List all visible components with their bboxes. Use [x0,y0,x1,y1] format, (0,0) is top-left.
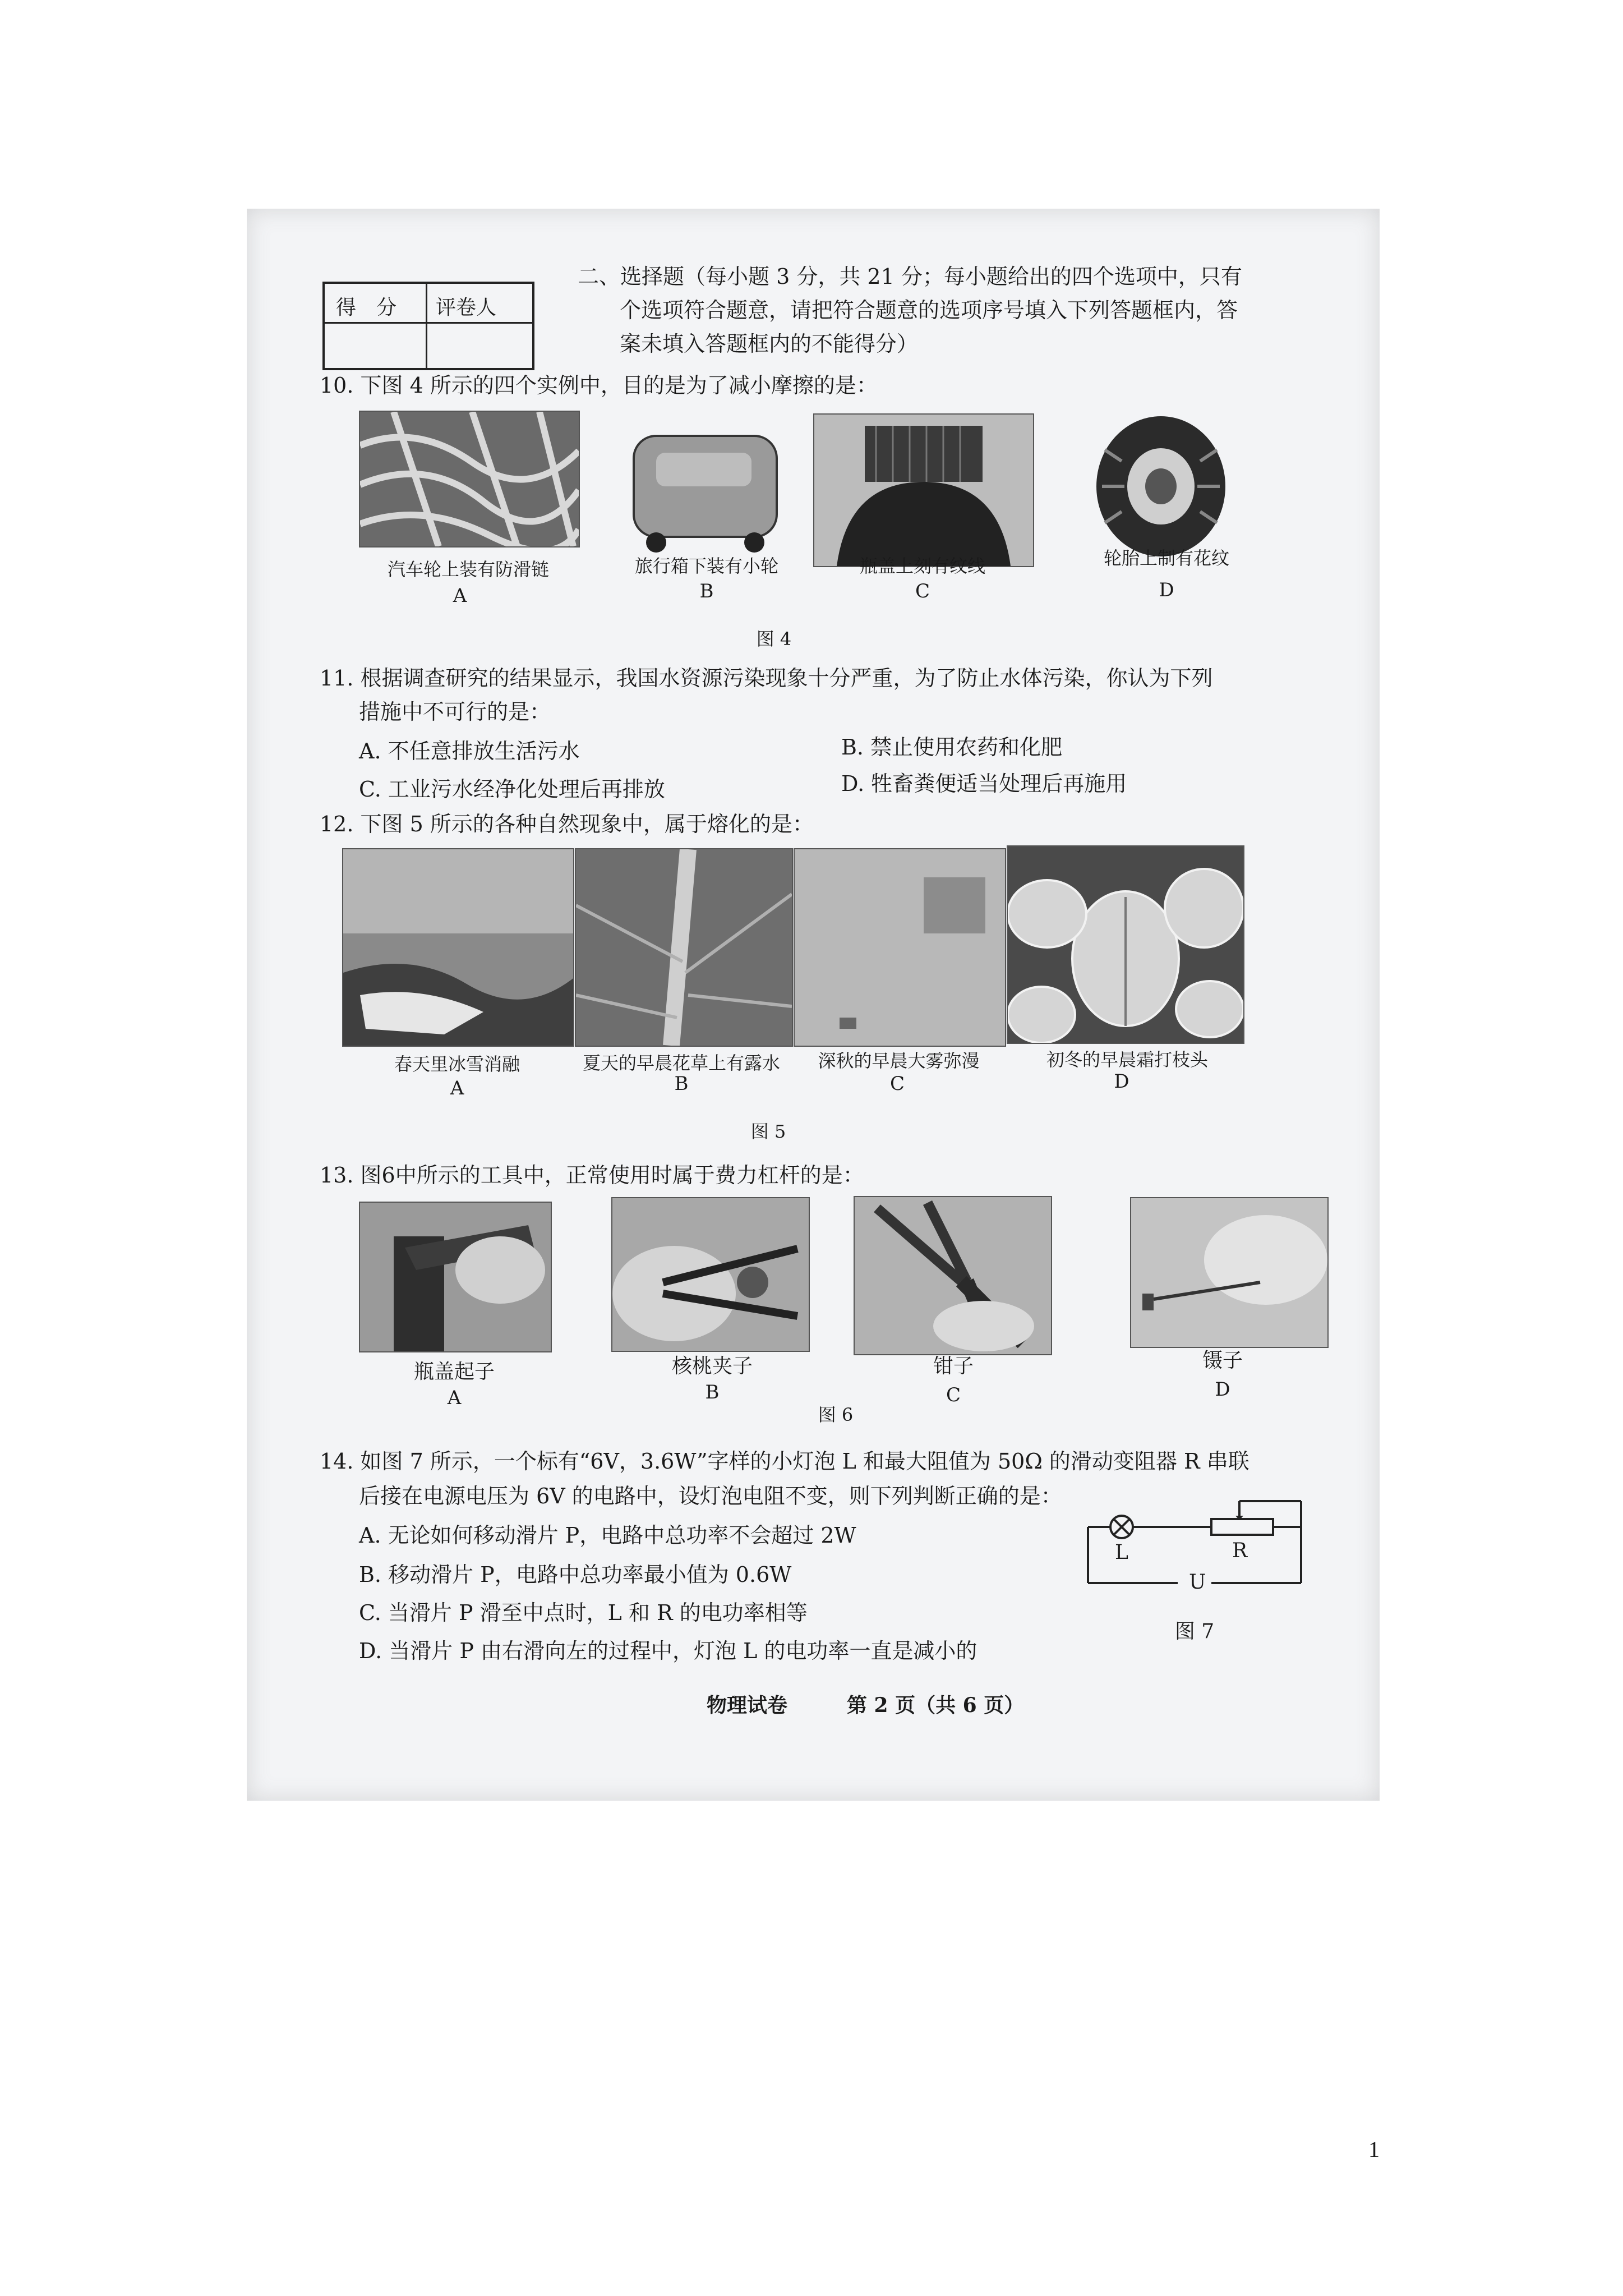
q12-stem: 12. 下图 5 所示的各种自然现象中，属于熔化的是： [320,812,814,836]
q11-option-c: C. 工业污水经净化处理后再排放 [359,777,665,802]
footer-page: 第 2 页（共 6 页） [847,1694,1025,1717]
q13-letter-b: B [705,1381,720,1404]
q11-stem-line2: 措施中不可行的是： [359,700,551,724]
q12-photo-c [794,848,1006,1047]
figure-6-label: 图 6 [818,1404,854,1425]
q11-stem-line1: 11. 根据调查研究的结果显示，我国水资源污染现象十分严重，为了防止水体污染，你认为下列 [320,666,1213,691]
q10-caption-d: 轮胎上制有花纹 [1103,547,1229,569]
q14-option-a: A. 无论如何移动滑片 P，电路中总功率不会超过 2W [359,1523,856,1548]
q10-letter-c: C [915,580,930,602]
grader-label: 评卷人 [436,296,497,319]
q12-caption-c: 深秋的早晨大雾弥漫 [818,1050,980,1071]
q10-letter-b: B [699,580,714,602]
q13-caption-b: 核桃夹子 [671,1355,753,1378]
q10-caption-c: 瓶盖上刻有纹线 [859,555,985,577]
q12-letter-d: D [1114,1070,1129,1093]
q10-letter-a: A [453,585,467,607]
figure-5-label: 图 5 [750,1121,786,1142]
section-heading-line2: 个选项符合题意，请把符合题意的选项序号填入下列答题框内，答 [620,298,1238,323]
score-label: 得 分 [336,296,397,319]
q12-caption-d: 初冬的早晨霜打枝头 [1046,1049,1208,1070]
q13-letter-c: C [946,1384,961,1406]
q10-stem: 10. 下图 4 所示的四个实例中，目的是为了减小摩擦的是： [320,373,878,398]
q10-caption-a: 汽车轮上装有防滑链 [387,559,549,580]
q14-option-b: B. 移动滑片 P，电路中总功率最小值为 0.6W [359,1562,792,1587]
q13-photo-d [1130,1197,1329,1348]
q10-photo-c [813,413,1034,567]
q13-photo-a [359,1202,552,1352]
q10-caption-b: 旅行箱下装有小轮 [634,555,778,577]
q13-caption-a: 瓶盖起子 [413,1360,495,1383]
figure-7-label: 图 7 [1174,1620,1215,1643]
footer-subject: 物理试卷 [707,1694,788,1717]
q14-stem-line2: 后接在电源电压为 6V 的电路中，设灯泡电阻不变，则下列判断正确的是： [359,1484,1062,1508]
q12-letter-b: B [674,1073,689,1095]
q13-photo-b [611,1197,810,1352]
q10-photo-a [359,411,580,547]
q11-option-a: A. 不任意排放生活污水 [359,739,580,763]
q12-caption-a: 春天里冰雪消融 [394,1053,520,1075]
q12-letter-c: C [889,1073,905,1095]
page-number: 1 [1368,2137,1380,2162]
q12-letter-a: A [450,1077,464,1099]
q10-letter-d: D [1159,579,1174,601]
q13-caption-d: 镊子 [1202,1349,1243,1372]
q14-option-c: C. 当滑片 P 滑至中点时，L 和 R 的电功率相等 [359,1600,808,1625]
q12-photo-b [575,848,793,1047]
q13-caption-c: 钳子 [933,1355,974,1378]
voltage-label: U [1189,1571,1206,1594]
q13-letter-a: A [447,1387,462,1409]
q12-photo-a [342,848,574,1047]
q12-photo-d [1007,845,1244,1044]
lamp-label: L [1115,1541,1128,1564]
q13-stem: 13. 图6中所示的工具中，正常使用时属于费力杠杆的是： [320,1163,864,1188]
q12-caption-b: 夏天的早晨花草上有露水 [582,1052,780,1074]
scanned-exam-page [247,209,1380,1801]
q10-photo-b [617,425,796,556]
q11-option-d: D. 牲畜粪便适当处理后再施用 [841,771,1127,796]
section-heading-line3: 案未填入答题框内的不能得分） [620,332,919,356]
q13-letter-d: D [1215,1378,1230,1401]
q11-option-b: B. 禁止使用农药和化肥 [841,735,1063,760]
resistor-label: R [1232,1539,1248,1562]
score-table [322,282,534,370]
q13-photo-c [854,1196,1052,1355]
q10-photo-d [1088,411,1234,562]
q14-option-d: D. 当滑片 P 由右滑向左的过程中，灯泡 L 的电功率一直是减小的 [359,1639,978,1663]
q14-stem-line1: 14. 如图 7 所示，一个标有“6V，3.6W”字样的小灯泡 L 和最大阻值为 50Ω 的滑动变阻器 R 串联 [320,1449,1249,1474]
figure-4-label: 图 4 [756,628,792,650]
section-heading-line1: 二、选择题（每小题 3 分，共 21 分；每小题给出的四个选项中，只有 [578,264,1242,289]
